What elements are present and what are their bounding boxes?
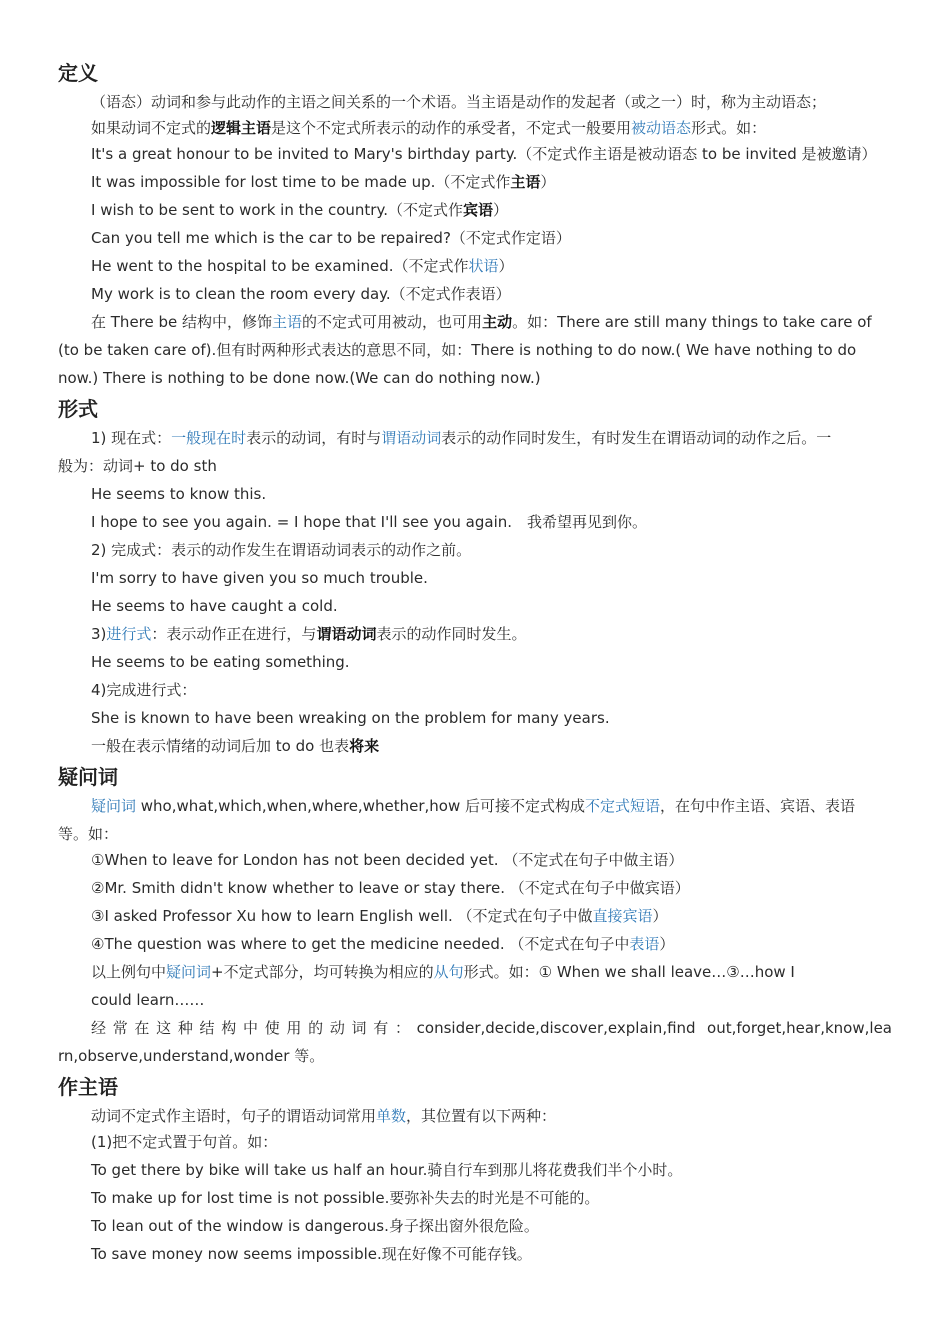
example-2 [91,172,555,192]
text: ） [493,201,509,219]
form-progressive [91,624,526,644]
common-verbs-line-2: rn,observe,understand,wonder 等。 [58,1047,325,1065]
interrogative-para-line-1 [91,796,855,816]
form-perfect: 2) 完成式：表示的动作发生在谓语动词表示的动作之前。 [91,541,472,559]
text: 1) 现在式： [91,429,172,447]
example-12: She is known to have been wreaking on the problem for many years. [91,709,610,727]
example-11: He seems to be eating something. [91,653,350,671]
heading-interrogatives: 疑问词 [58,765,118,789]
text: I wish to be sent to work in the country.（不定式作 [91,201,463,219]
bold-term: 逻辑主语 [211,119,272,137]
example-18: To make up for lost time is not possible.要弥补失去的时光是不可能的。 [91,1189,600,1207]
text: It was impossible for lost time to be made up.（不定式作 [91,173,511,191]
text: 动词不定式作主语时，句子的谓语动词常用 [91,1107,377,1125]
example-9: I'm sorry to have given you so much trouble. [91,569,428,587]
interrogative-para-line-2: 等。如： [58,825,119,843]
link-adverbial[interactable]: 状语 [468,257,499,275]
link-predicate-verb[interactable]: 谓语动词 [381,429,442,447]
text: 是这个不定式所表示的动作的承受者，不定式一般要用 [271,119,632,137]
example-4: Can you tell me which is the car to be repaired?（不定式作定语） [91,229,571,247]
text: ） [540,173,556,191]
text: ） [498,257,514,275]
example-17: To get there by bike will take us half an hour.骑自行车到那儿将花费我们半个小时。 [91,1161,683,1179]
link-infinitive-phrase[interactable]: 不定式短语 [584,797,660,815]
example-10: He seems to have caught a cold. [91,597,338,615]
as-subject-para [91,1106,556,1126]
text: 表示的动作同时发生。 [376,625,527,643]
example-6: My work is to clean the room every day.（不定式作表语） [91,285,511,303]
example-19: To lean out of the window is dangerous.身子探出窗外很危险。 [91,1217,539,1235]
example-15 [91,906,668,926]
emotion-verbs-note [91,736,379,756]
example-8: I hope to see you again. = I hope that I'll see you again. 我希望再见到你。 [91,513,648,531]
example-5 [91,256,514,276]
link-interrogative[interactable]: 疑问词 [91,797,137,815]
example-3 [91,200,508,220]
text: +不定式部分，均可转换为相应的 [211,963,434,981]
clause-conversion-line-2: could learn…… [91,991,205,1009]
link-direct-object[interactable]: 直接宾语 [592,907,653,925]
link-predicative[interactable]: 表语 [629,935,660,953]
there-be-para-line-1 [91,312,872,332]
clause-conversion-line-1 [91,962,795,982]
bold-term: 主语 [510,173,541,191]
text: 。如：There are still many things to take care of [512,313,872,331]
definition-para-1: （语态）动词和参与此动作的主语之间关系的一个术语。当主语是动作的发起者（或之一）时，称为主动语态； [91,93,827,111]
there-be-para-line-3: now.) There is nothing to be done now.(We can do nothing now.) [58,369,541,387]
link-progressive[interactable]: 进行式 [106,625,152,643]
heading-definition: 定义 [58,61,98,85]
text: 一般在表示情绪的动词后加 to do 也表 [91,737,350,755]
definition-para-2 [91,118,766,138]
link-passive-voice[interactable]: 被动语态 [631,119,692,137]
bold-term: 主动 [482,313,513,331]
text: 形式。如：① When we shall leave…③…how I [463,963,795,981]
text: 在 There be 结构中，修饰 [91,313,273,331]
link-simple-present[interactable]: 一般现在时 [171,429,247,447]
form-present-line-2: 般为：动词+ to do sth [58,457,217,475]
text: who,what,which,when,where,whether,how 后可接不定式构成 [136,797,585,815]
link-singular[interactable]: 单数 [376,1107,407,1125]
text: He went to the hospital to be examined.（不定式作 [91,257,469,275]
heading-as-subject: 作主语 [58,1075,118,1099]
text: 的不定式可用被动，也可用 [302,313,483,331]
link-subject[interactable]: 主语 [272,313,303,331]
text: 表示的动词，有时与 [246,429,382,447]
example-13: ①When to leave for London has not been decided yet. （不定式在句子中做主语） [91,851,684,869]
text: 形式。如： [691,119,767,137]
bold-term: 谓语动词 [316,625,377,643]
as-subject-position-1: (1)把不定式置于句首。如： [91,1133,278,1151]
there-be-para-line-2: (to be taken care of).但有时两种形式表达的意思不同，如：There is nothing to do now.( We have nothing to do [58,341,857,359]
text: 表示的动作同时发生，有时发生在谓语动词的动作之后。一 [441,429,832,447]
example-7: He seems to know this. [91,485,267,503]
bold-term: 将来 [349,737,380,755]
text: 以上例句中 [91,963,167,981]
text: ） [659,935,675,953]
text: ，其位置有以下两种： [406,1107,557,1125]
form-perfect-progressive: 4)完成进行式： [91,681,197,699]
link-interrogative[interactable]: 疑问词 [166,963,212,981]
form-present-line-1 [91,428,831,448]
text: ） [652,907,668,925]
example-1: It's a great honour to be invited to Mary's birthday party.（不定式作主语是被动语态 to be invited 是被邀请） [91,145,877,163]
text: 如果动词不定式的 [91,119,212,137]
text: 3) [91,625,107,643]
example-14: ②Mr. Smith didn't know whether to leave or stay there. （不定式在句子中做宾语） [91,879,690,897]
common-verbs-line-1: 经常在这种结构中使用的动词有：consider,decide,discover,explain,find out,forget,hear,know,lea [91,1019,892,1037]
link-clause[interactable]: 从句 [433,963,464,981]
example-16 [91,934,674,954]
text: ，在句中作主语、宾语、表语 [660,797,856,815]
heading-forms: 形式 [58,397,98,421]
text: ：表示动作正在进行，与 [151,625,317,643]
text: ③I asked Professor Xu how to learn English well. （不定式在句子中做 [91,907,593,925]
text: ④The question was where to get the medicine needed. （不定式在句子中 [91,935,630,953]
example-20: To save money now seems impossible.现在好像不可能存钱。 [91,1245,532,1263]
bold-term: 宾语 [462,201,493,219]
